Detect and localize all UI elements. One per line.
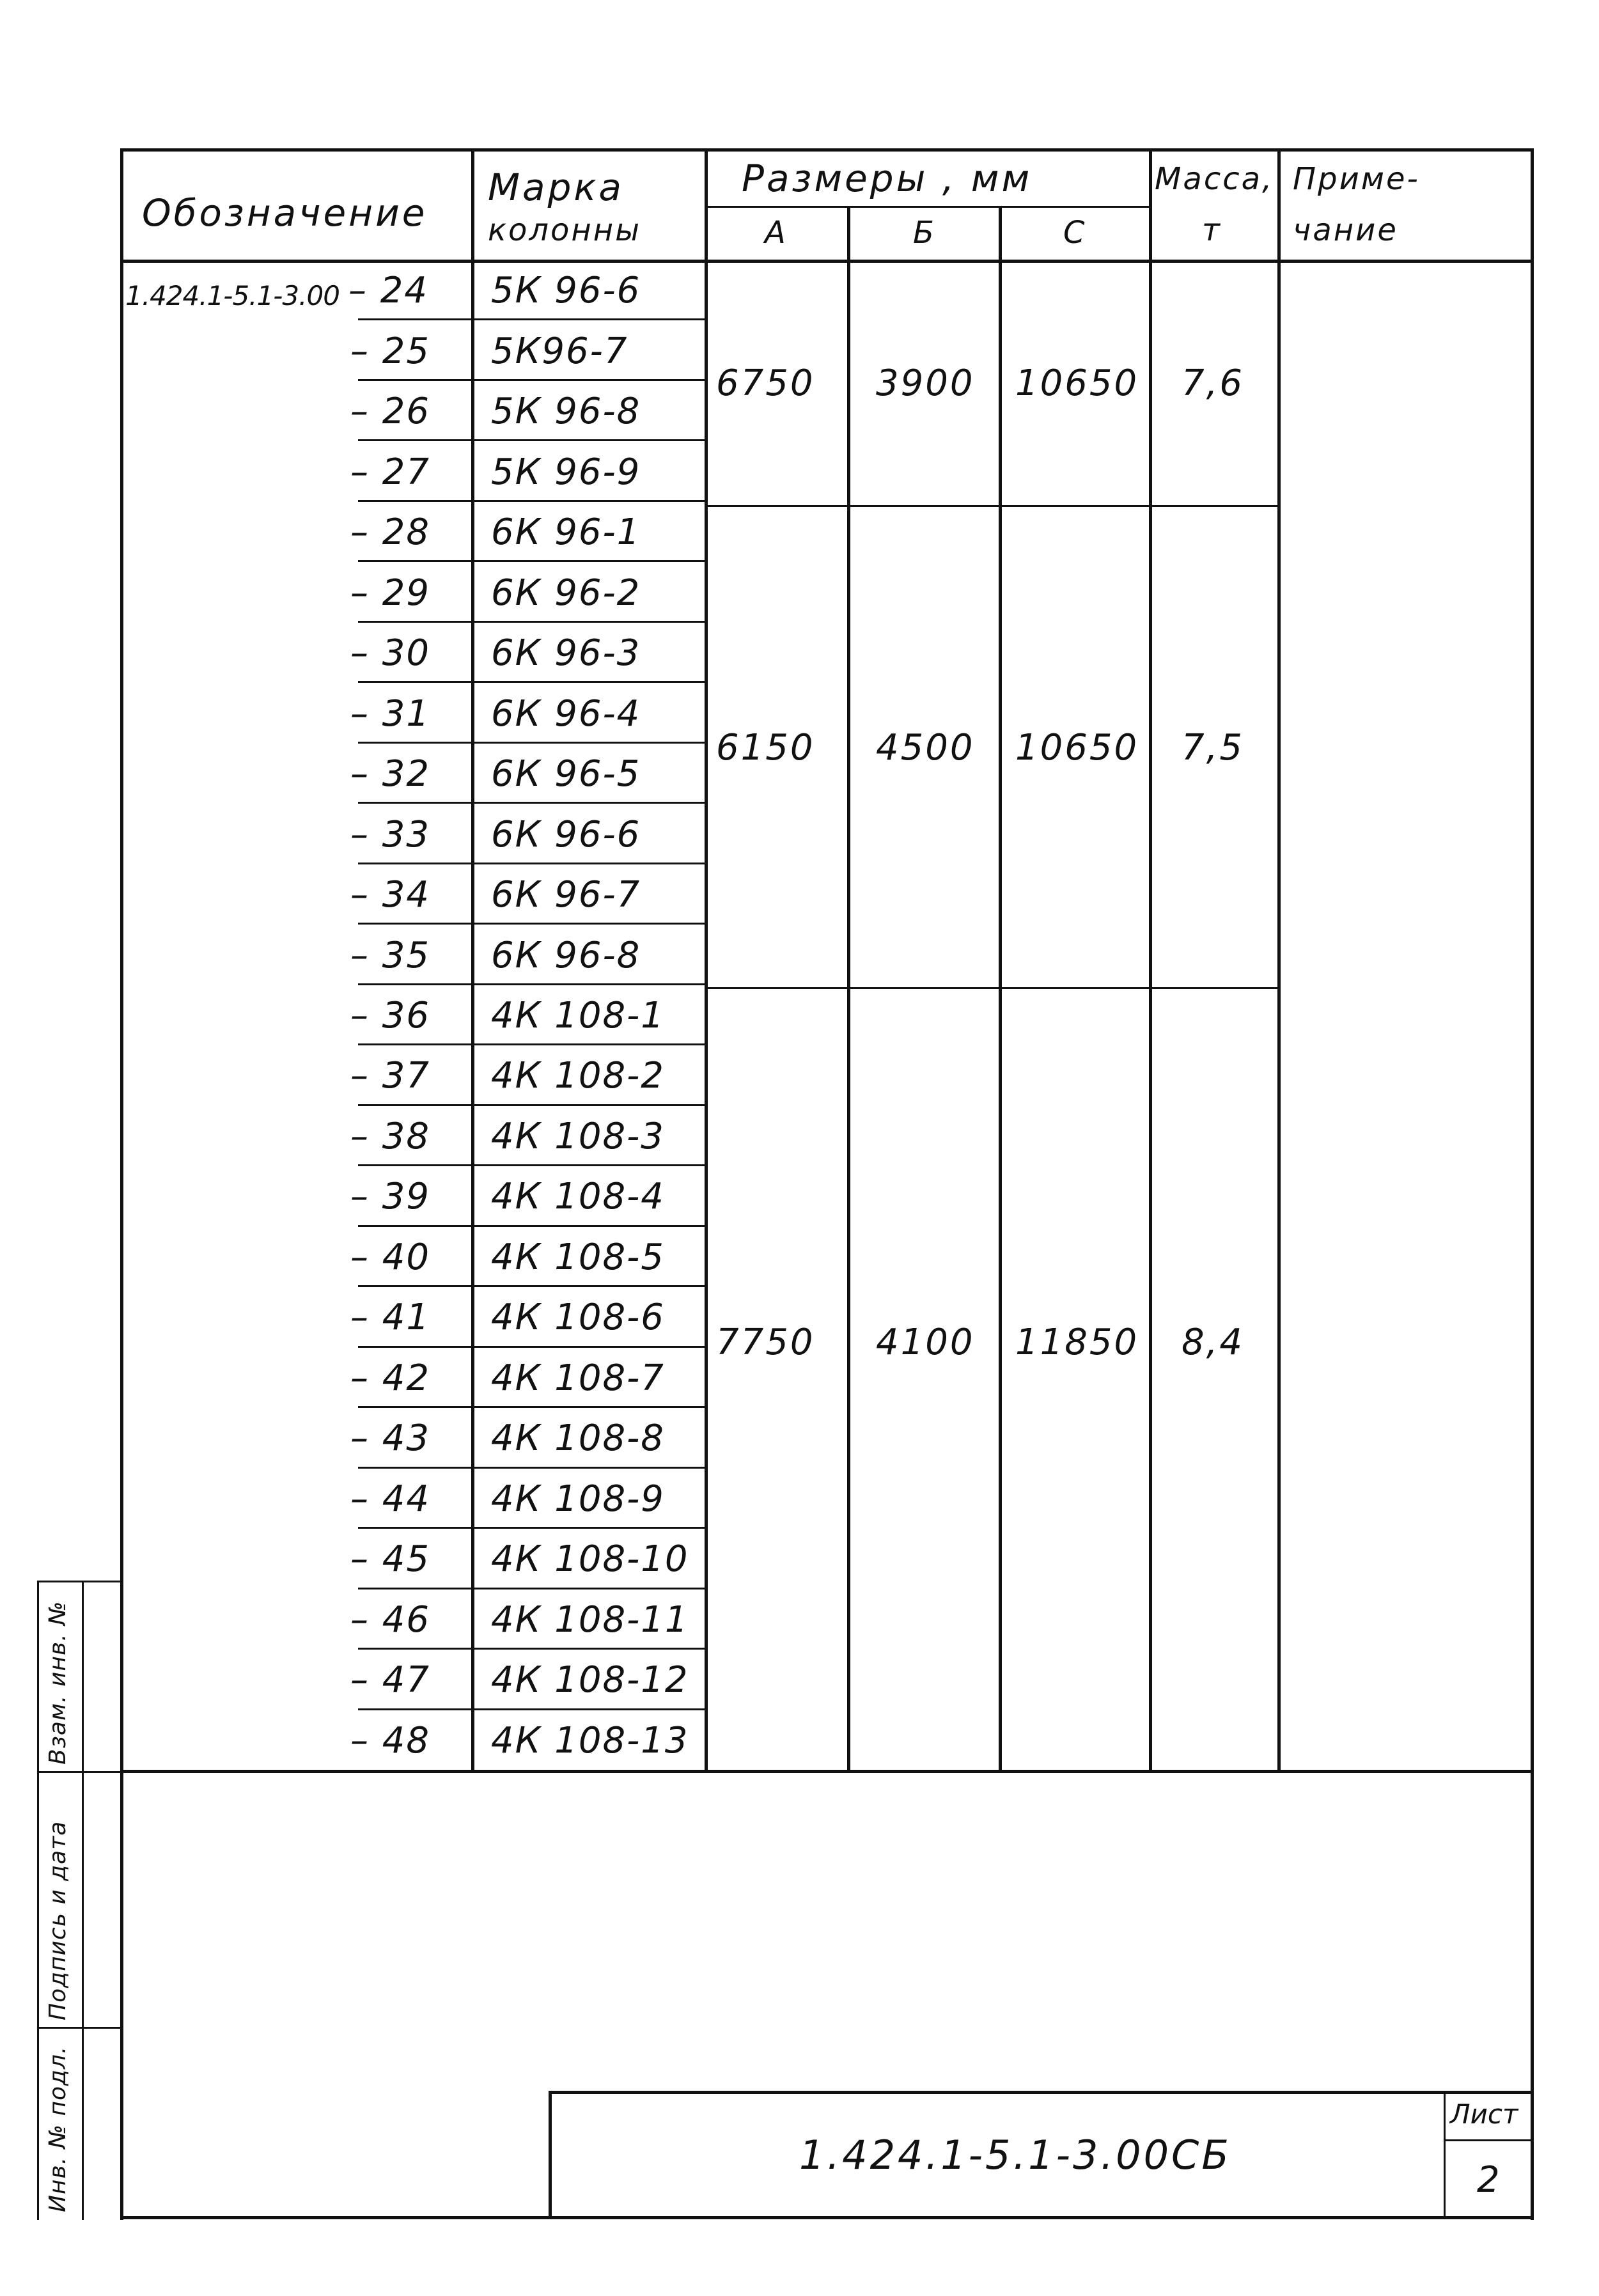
- row-number: – 41: [350, 1297, 431, 1339]
- row-number: – 34: [350, 874, 431, 916]
- row-number: – 28: [350, 512, 431, 554]
- row-number: – 43: [350, 1417, 431, 1460]
- row-line-designation: [358, 923, 473, 925]
- row-mark: 5К 96-9: [491, 451, 641, 493]
- row-line-mark: [471, 439, 706, 441]
- row-mark: 6К 96-2: [491, 572, 641, 614]
- row-mark: 4К 108-6: [491, 1297, 665, 1339]
- row-number: – 38: [350, 1115, 431, 1157]
- table-bottom: [120, 1770, 1534, 1773]
- frame-left: [120, 148, 123, 2220]
- group-mass-value: 7,5: [1182, 727, 1245, 769]
- row-number: – 24: [348, 270, 429, 312]
- row-line-mark: [471, 1588, 706, 1589]
- row-line-designation: [358, 1648, 473, 1650]
- row-mark: 4К 108-1: [491, 995, 665, 1036]
- title-block-sheet-left: [1444, 2091, 1446, 2219]
- row-number: – 47: [350, 1659, 431, 1701]
- row-line-mark: [471, 500, 706, 502]
- row-line-designation: [358, 500, 473, 502]
- row-number: – 42: [350, 1357, 431, 1399]
- row-line-designation: [358, 1225, 473, 1227]
- row-line-mark: [471, 742, 706, 744]
- row-number: – 32: [350, 753, 431, 795]
- row-line-designation: [358, 681, 473, 683]
- row-line-designation: [358, 318, 473, 320]
- group-b-value: 4500: [876, 727, 975, 769]
- group-b-value: 4100: [876, 1322, 975, 1363]
- row-line-designation: [358, 1346, 473, 1348]
- header-dims: Размеры , мм: [742, 157, 1033, 200]
- stamp-line-3: [37, 2027, 121, 2029]
- row-mark: 4К 108-12: [491, 1659, 689, 1701]
- row-line-designation: [358, 621, 473, 623]
- row-mark: 4К 108-10: [491, 1538, 689, 1581]
- group-c-value: 10650: [1015, 363, 1139, 404]
- row-line-designation: [358, 379, 473, 381]
- row-number: – 27: [350, 451, 431, 493]
- stamp-strip-outer-line: [37, 1581, 39, 2220]
- row-line-mark: [471, 1346, 706, 1348]
- col-line-c: [999, 206, 1002, 1772]
- row-line-designation: [358, 1043, 473, 1045]
- row-mark: 6К 96-3: [491, 632, 641, 675]
- row-mark: 6К 96-1: [491, 512, 641, 554]
- row-line-designation: [358, 1708, 473, 1710]
- row-line-mark: [471, 863, 706, 864]
- row-mark: 6К 96-8: [491, 934, 641, 976]
- row-mark: 6К 96-5: [491, 753, 641, 795]
- row-number: – 33: [350, 813, 431, 855]
- row-line-mark: [471, 1225, 706, 1227]
- header-designation: Обозначение: [142, 191, 428, 235]
- frame-top: [120, 148, 1534, 152]
- row-line-mark: [471, 1648, 706, 1650]
- header-col-c: С: [1063, 215, 1087, 251]
- group-a-value: 6750: [716, 363, 815, 404]
- col-line-mass: [1149, 148, 1152, 1772]
- row-number: – 39: [350, 1176, 431, 1218]
- row-mark: 4К 108-7: [491, 1357, 665, 1399]
- stamp-strip-inner-line: [82, 1581, 84, 2220]
- row-mark: 6К 96-4: [491, 692, 641, 735]
- header-col-a: А: [765, 215, 788, 251]
- row-mark: 5К 96-8: [491, 391, 641, 433]
- title-block-code: 1.424.1-5.1-3.00СБ: [799, 2132, 1231, 2178]
- row-number: – 29: [350, 572, 431, 614]
- group-separator-2: [705, 987, 1280, 989]
- row-line-designation: [358, 1104, 473, 1106]
- row-line-designation: [358, 983, 473, 985]
- row-number: – 35: [350, 934, 431, 976]
- row-number: – 46: [350, 1598, 431, 1641]
- title-block-left: [549, 2091, 552, 2219]
- row-mark: 4К 108-5: [491, 1236, 665, 1278]
- dims-subheader-line: [705, 206, 1152, 208]
- title-block-sheet-label: Лист: [1450, 2098, 1518, 2130]
- group-c-value: 11850: [1015, 1322, 1139, 1363]
- header-divider: [120, 260, 1534, 263]
- row-line-designation: [358, 1406, 473, 1408]
- row-line-designation: [358, 742, 473, 744]
- row-mark: 4К 108-3: [491, 1115, 665, 1157]
- group-b-value: 3900: [876, 363, 975, 404]
- row-line-mark: [471, 621, 706, 623]
- frame-right: [1531, 148, 1534, 2220]
- row-line-mark: [471, 1164, 706, 1166]
- group-c-value: 10650: [1015, 727, 1139, 769]
- header-mass-line2: т: [1202, 212, 1222, 248]
- row-number: – 31: [350, 692, 431, 735]
- row-mark: 4К 108-4: [491, 1176, 665, 1218]
- frame-bottom: [120, 2216, 1534, 2219]
- row-number: – 40: [350, 1236, 431, 1278]
- side-label-sign-date: Подпись и дата: [45, 1820, 71, 2020]
- group-mass-value: 7,6: [1182, 363, 1245, 404]
- title-block-top: [549, 2091, 1534, 2094]
- row-line-mark: [471, 1406, 706, 1408]
- row-number: – 36: [350, 995, 431, 1036]
- row-mark: 4К 108-8: [491, 1417, 665, 1460]
- row-number: – 30: [350, 632, 431, 675]
- row-number: – 25: [350, 330, 431, 372]
- row-line-designation: [358, 1285, 473, 1287]
- title-block-sheet-num: 2: [1477, 2159, 1502, 2201]
- header-mass-line1: Масса,: [1155, 161, 1274, 197]
- group-mass-value: 8,4: [1182, 1322, 1245, 1363]
- row-number: – 48: [350, 1719, 431, 1761]
- row-number: – 44: [350, 1478, 431, 1520]
- header-note-line1: Приме-: [1293, 161, 1420, 197]
- row-line-mark: [471, 923, 706, 925]
- row-line-mark: [471, 681, 706, 683]
- row-line-mark: [471, 560, 706, 562]
- row-line-designation: [358, 439, 473, 441]
- row-mark: 4К 108-2: [491, 1055, 665, 1097]
- row-line-designation: [358, 1164, 473, 1166]
- row-mark: 5К96-7: [491, 330, 628, 372]
- header-mark-line2: колонны: [488, 212, 642, 248]
- side-label-inv-podl: Инв. № подл.: [45, 2045, 71, 2212]
- row-number: – 37: [350, 1055, 431, 1097]
- group-a-value: 6150: [716, 727, 815, 769]
- side-label-vzam-inv: Взам. инв. №: [45, 1600, 71, 1765]
- row-mark: 6К 96-6: [491, 813, 641, 855]
- header-col-b: Б: [913, 215, 936, 251]
- designation-prefix: 1.424.1-5.1-3.00: [125, 280, 339, 311]
- row-line-mark: [471, 983, 706, 985]
- row-line-mark: [471, 1467, 706, 1469]
- stamp-line-2: [37, 1771, 121, 1773]
- row-line-designation: [358, 1467, 473, 1469]
- title-block-sheet-mid: [1444, 2139, 1533, 2141]
- row-number: – 45: [350, 1538, 431, 1581]
- group-separator-1: [705, 505, 1280, 507]
- row-line-mark: [471, 1104, 706, 1106]
- row-line-mark: [471, 1708, 706, 1710]
- row-line-mark: [471, 1527, 706, 1529]
- row-line-mark: [471, 802, 706, 804]
- row-line-designation: [358, 863, 473, 864]
- col-line-note: [1277, 148, 1281, 1772]
- row-mark: 4К 108-9: [491, 1478, 665, 1520]
- row-line-mark: [471, 318, 706, 320]
- row-line-designation: [358, 1527, 473, 1529]
- row-line-designation: [358, 560, 473, 562]
- row-line-mark: [471, 1043, 706, 1045]
- row-number: – 26: [350, 391, 431, 433]
- stamp-line-1: [37, 1581, 121, 1582]
- row-mark: 4К 108-11: [491, 1598, 689, 1641]
- header-mark-line1: Марка: [488, 166, 624, 209]
- row-mark: 6К 96-7: [491, 874, 641, 916]
- row-line-designation: [358, 1588, 473, 1589]
- header-note-line2: чание: [1293, 212, 1398, 248]
- group-a-value: 7750: [716, 1322, 815, 1363]
- row-line-mark: [471, 1285, 706, 1287]
- row-mark: 4К 108-13: [491, 1719, 689, 1761]
- col-line-b: [847, 206, 850, 1772]
- row-line-mark: [471, 379, 706, 381]
- row-mark: 5К 96-6: [491, 270, 641, 312]
- row-line-designation: [358, 802, 473, 804]
